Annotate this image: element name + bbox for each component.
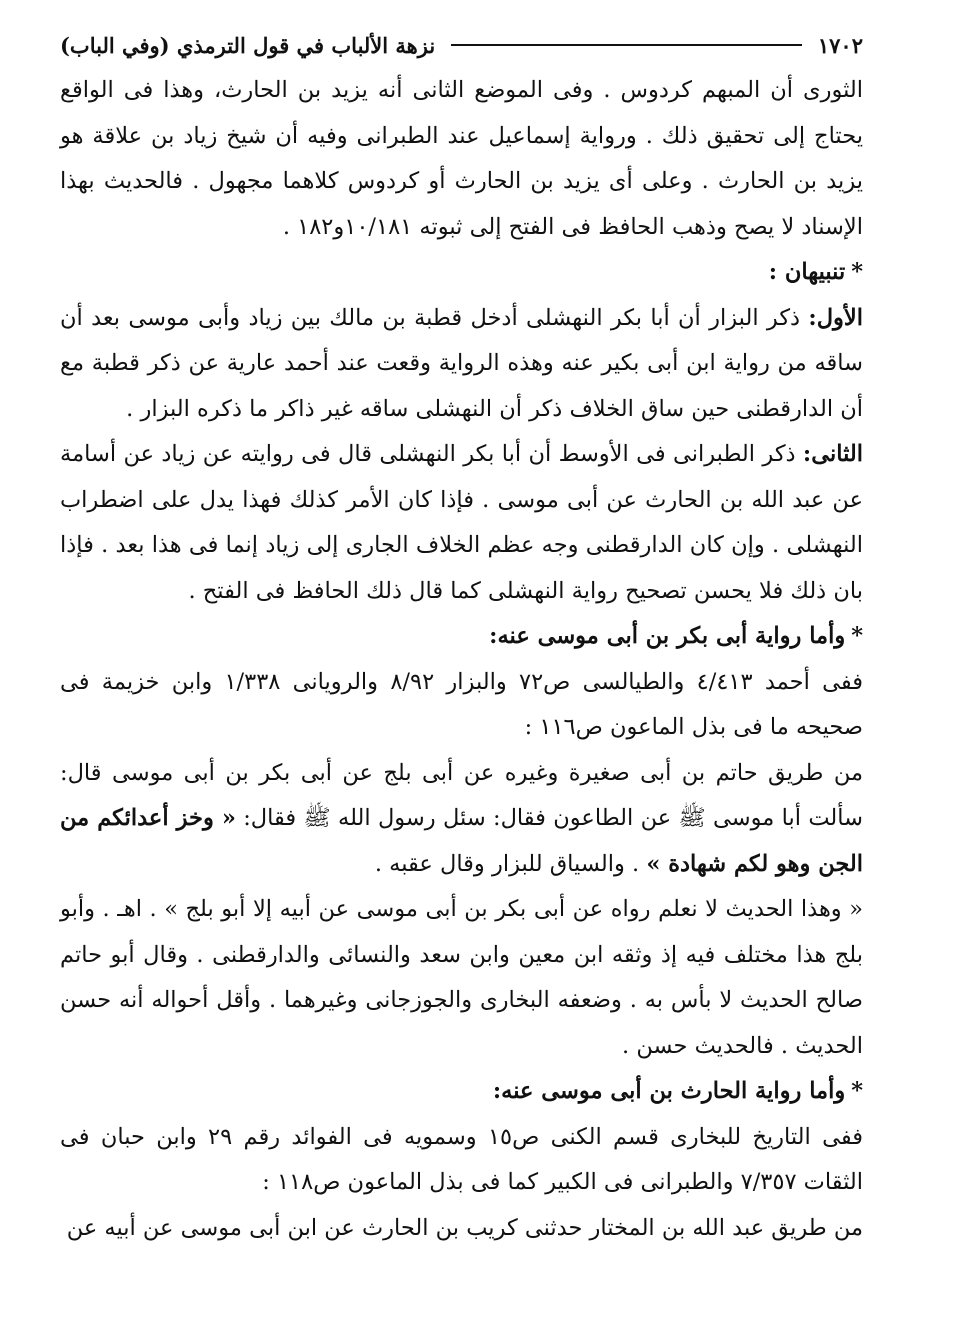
star-marker: * (851, 623, 863, 649)
star-marker: * (851, 1078, 863, 1104)
paragraph-lead: الأول: (808, 304, 863, 331)
paragraph-text: الثورى أن المبهم كردوس . وفى الموضع الثانى أنه يزيد بن الحارث، وهذا فى الواقع يحتاج إلى تحقيق ذلك . ورواية إسماعيل عند الطبرانى وفيه أن شيخ زياد بن علاقة هو يزيد بن الحارث . وعلى أى يزيد بن الحارث أو كردوس كلاهما مجهول . فالحديث بهذا الإسناد لا يصح وذهب الحافظ فى الفتح إلى ثبوته ١٠/١٨١و١٨٢ . (60, 77, 863, 240)
section-heading (60, 614, 863, 660)
paragraph (60, 296, 863, 433)
header-rule (451, 44, 802, 46)
paragraph (60, 432, 863, 614)
page-number: ١٧٠٢ (817, 32, 863, 58)
paragraph-text: ففى التاريخ للبخارى قسم الكنى ص١٥ وسمويه فى الفوائد رقم ٢٩ وابن حبان فى الثقات ٧/٣٥٧ والطبرانى فى الكبير كما فى بذل الماعون ص١١٨ : (60, 1123, 863, 1195)
hadith-quote: « وخز أعدائكم من الجن وهو لكم شهادة » (60, 805, 863, 877)
running-title: نزهة الألباب في قول الترمذي (وفي الباب) (60, 32, 436, 58)
paragraph-text: ذكر البزار أن أبا بكر النهشلى أدخل قطبة بن مالك بين زياد وأبى موسى بعد أن ساقه من رواية ابن أبى بكير عنه وهذه الرواية وقعت عند أحمد عارية عن ذكر قطبة مع أن الدارقطنى حين ساق الخلاف ذكر أن النهشلى ساقه غير ذاكر ما ذكره البزار . (60, 304, 863, 422)
body-text (60, 68, 863, 1251)
paragraph-text: ذكر الطبرانى فى الأوسط أن أبا بكر النهشلى قال فى روايته عن زياد عن أسامة عن عبد الله بن الحارث عن أبى موسى . فإذا كان الأمر كذلك فهذا يدل على اضطراب النهشلى . وإن كان الدارقطنى وجه عظم الخلاف الجارى إلى زياد إنما فى هذا بعد . فإذا بان ذلك فلا يحسن تصحيح رواية النهشلى كما قال ذلك الحافظ فى الفتح . (60, 441, 863, 604)
page-header (60, 28, 863, 62)
paragraph (60, 751, 863, 888)
heading-text: تنبيهان : (768, 259, 846, 285)
paragraph-text: « وهذا الحديث لا نعلم رواه عن أبى بكر بن أبى موسى عن أبيه إلا أبو بلج » . اهـ . وأبو بلج هذا مختلف فيه إذ وثقه ابن معين وابن سعد والنسائى والدارقطنى . وقال أبو حاتم صالح الحديث لا بأس به . وضعفه البخارى والجوزجانى وغيرهما . وأقل أحواله أنه حسن الحديث . فالحديث حسن . (60, 896, 863, 1059)
paragraph-lead: الثانى: (802, 441, 863, 467)
star-marker: * (851, 259, 863, 285)
section-heading (60, 250, 863, 296)
paragraph (60, 1115, 863, 1206)
paragraph (60, 68, 863, 250)
paragraph (60, 887, 863, 1069)
paragraph (60, 1206, 863, 1252)
paragraph-tail: . والسياق للبزار وقال عقبه . (374, 850, 647, 877)
section-heading (60, 1069, 863, 1115)
paragraph-text: ففى أحمد ٤/٤١٣ والطيالسى ص٧٢ والبزار ٨/٩٢ والرويانى ١/٣٣٨ وابن خزيمة فى صحيحه ما فى بذل الماعون ص١١٦ : (60, 668, 863, 740)
document-page (60, 28, 863, 1310)
paragraph-text: من طريق حاتم بن أبى صغيرة وغيره عن أبى بلج عن أبى بكر بن أبى موسى قال: سألت أبا موسى ﷺ عن الطاعون فقال: سئل رسول الله ﷺ فقال: (60, 759, 863, 831)
paragraph (60, 660, 863, 751)
paragraph-text: من طريق عبد الله بن المختار حدثنى كريب بن الحارث عن ابن أبى موسى عن أبيه عن (66, 1214, 863, 1241)
heading-text: وأما رواية الحارث بن أبى موسى عنه: (492, 1078, 846, 1104)
heading-text: وأما رواية أبى بكر بن أبى موسى عنه: (489, 623, 846, 649)
